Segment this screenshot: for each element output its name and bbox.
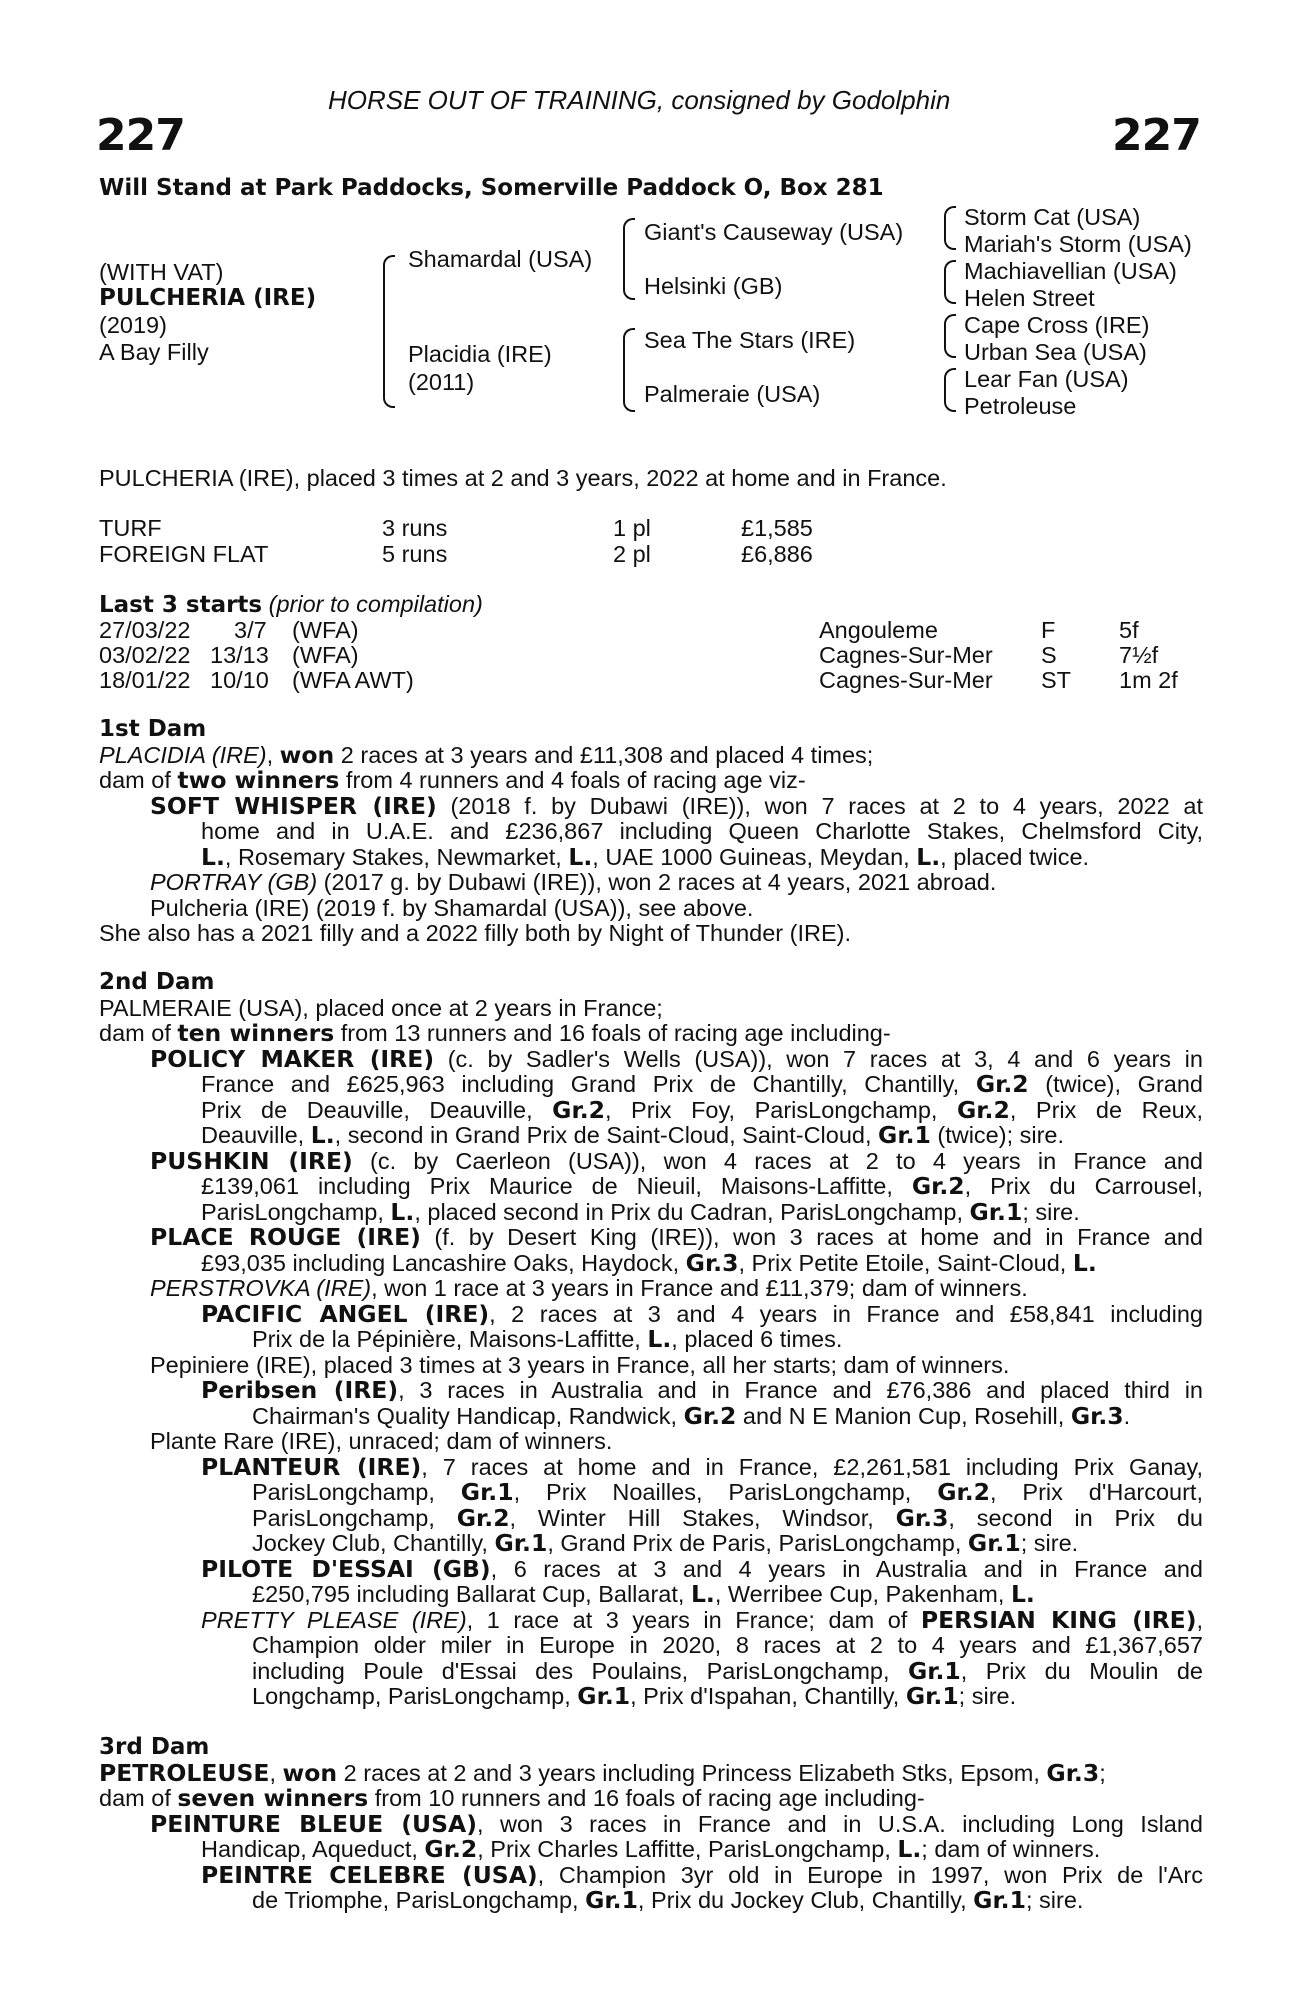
text-line: Plante Rare (IRE), unraced; dam of winners. [150,1429,613,1454]
sire-sire: Giant's Causeway (USA) [644,219,904,245]
text-line: PERSTROVKA (IRE), won 1 race at 3 years in France and £11,379; dam of winners. [150,1276,1028,1301]
pedigree-brace [623,328,635,372]
last-starts-note: (prior to compilation) [268,591,483,617]
start-going: F [1041,617,1056,643]
text-line: PILOTE D'ESSAI (GB), 6 races at 3 and 4 years in Australia and in France and [201,1556,1203,1582]
race-summary: PULCHERIA (IRE), placed 3 times at 2 and 3 years, 2022 at home and in France. [99,465,947,491]
text-line: home and in U.A.E. and £236,867 including Queen Charlotte Stakes, Chelmsford City, [201,819,1203,844]
text-line: Peribsen (IRE), 3 races in Australia and in France and £76,386 and placed third in [201,1378,1203,1404]
section-heading: 1st Dam [99,717,207,742]
stat-places: 2 pl [613,541,651,567]
text-line: PLACE ROUGE (IRE) (f. by Desert King (IRE)), won 3 races at home and in France and [150,1225,1203,1251]
sire-dam: Helsinki (GB) [644,273,783,299]
pedigree-brace [944,336,956,358]
pedigree-brace [944,368,956,392]
sire-sire-dam: Mariah's Storm (USA) [964,231,1192,257]
pedigree-brace [944,390,956,412]
text-line: PRETTY PLEASE (IRE), 1 race at 3 years in France; dam of PERSIAN KING (IRE), [201,1607,1203,1633]
stat-category: FOREIGN FLAT [99,541,269,567]
text-line: de Triomphe, ParisLongchamp, Gr.1, Prix du Jockey Club, Chantilly, Gr.1; sire. [252,1888,1084,1914]
dam-year: (2011) [408,369,475,395]
start-pos: 10/10 [210,667,269,693]
start-type: (WFA AWT) [292,667,414,693]
stat-runs: 5 runs [382,541,448,567]
text-line: PEINTRE CELEBRE (USA), Champion 3yr old in Europe in 1997, won Prix de l'Arc [201,1862,1203,1888]
location-line: Will Stand at Park Paddocks, Somerville Paddock O, Box 281 [99,175,884,201]
text-line: Longchamp, ParisLongchamp, Gr.1, Prix d'Ispahan, Chantilly, Gr.1; sire. [252,1684,1017,1710]
section-heading: 2nd Dam [99,970,215,995]
text-line: dam of ten winners from 13 runners and 16 foals of racing age including- [99,1021,891,1047]
text-line: Champion older miler in Europe in 2020, 8 races at 2 to 4 years and £1,367,657 [252,1633,1203,1658]
stat-places: 1 pl [613,515,651,541]
text-line: PLANTEUR (IRE), 7 races at home and in France, £2,261,581 including Prix Ganay, [201,1454,1203,1480]
text-line: ParisLongchamp, Gr.1, Prix Noailles, ParisLongchamp, Gr.2, Prix d'Harcourt, [252,1480,1203,1506]
text-line: SOFT WHISPER (IRE) (2018 f. by Dubawi (IRE)), won 7 races at 2 to 4 years, 2022 at [150,793,1203,819]
third-dam-section [99,1735,1203,1914]
text-line: including Poule d'Essai des Poulains, ParisLongchamp, Gr.1, Prix du Moulin de [252,1658,1203,1684]
start-date: 18/01/22 [99,667,191,693]
start-pos: 13/13 [210,642,269,668]
horse-year: (2019) [99,312,167,338]
pedigree-brace [944,206,956,230]
text-line: PEINTURE BLEUE (USA), won 3 races in France and in U.S.A. including Long Island [150,1811,1203,1837]
text-line: ParisLongchamp, L., placed second in Prix du Cadran, ParisLongchamp, Gr.1; sire. [201,1199,1080,1225]
stat-category: TURF [99,515,162,541]
text-line: dam of seven winners from 10 runners and 16 foals of racing age including- [99,1786,925,1812]
stat-money: £1,585 [741,515,813,541]
vat-note: (WITH VAT) [99,259,224,285]
dam-sire-dam: Urban Sea (USA) [964,339,1147,365]
second-dam-section [99,970,1203,1710]
first-dam-section [99,717,1203,947]
sire-dam-sire: Machiavellian (USA) [964,258,1177,284]
sire-sire-sire: Storm Cat (USA) [964,204,1141,230]
start-course: Cagnes-Sur-Mer [819,667,993,693]
dam-dam-dam: Petroleuse [964,393,1077,419]
text-line: £250,795 including Ballarat Cup, Ballarat, L., Werribee Cup, Pakenham, L. [252,1582,1035,1608]
dam-dam-sire: Lear Fan (USA) [964,366,1129,392]
start-course: Angouleme [819,617,938,643]
horse-name: PULCHERIA (IRE) [99,285,317,311]
text-line: dam of two winners from 4 runners and 4 foals of racing age viz- [99,768,806,794]
pedigree-brace [623,370,635,412]
start-pos: 3/7 [234,617,267,643]
dam: Placidia (IRE) [408,341,552,367]
pedigree-brace [944,228,956,250]
text-line: POLICY MAKER (IRE) (c. by Sadler's Wells (USA)), won 7 races at 3, 4 and 6 years in [150,1046,1203,1072]
lot-number-right: 227 [1112,110,1201,161]
text-line: PORTRAY (GB) (2017 g. by Dubawi (IRE)), won 2 races at 4 years, 2021 abroad. [150,870,997,895]
section-heading: 3rd Dam [99,1735,210,1760]
sire: Shamardal (USA) [408,246,593,272]
pedigree-brace [383,255,395,342]
start-course: Cagnes-Sur-Mer [819,642,993,668]
text-line: PUSHKIN (IRE) (c. by Caerleon (USA)), won 4 races at 2 to 4 years in France and [150,1148,1203,1174]
start-date: 27/03/22 [99,617,191,643]
start-dist: 7½f [1119,642,1159,668]
start-going: S [1041,642,1057,668]
pedigree-brace [383,340,395,408]
stat-money: £6,886 [741,541,813,567]
dam-sire: Sea The Stars (IRE) [644,327,856,353]
text-line: PALMERAIE (USA), placed once at 2 years in France; [99,995,663,1021]
text-line: Pepiniere (IRE), placed 3 times at 3 years in France, all her starts; dam of winners. [150,1352,1010,1378]
start-dist: 1m 2f [1119,667,1178,693]
text-line: Pulcheria (IRE) (2019 f. by Shamardal (USA)), see above. [150,895,754,921]
start-dist: 5f [1119,617,1139,643]
pedigree-brace [944,282,956,304]
start-type: (WFA) [292,617,359,643]
text-line: PACIFIC ANGEL (IRE), 2 races at 3 and 4 years in France and £58,841 including [201,1301,1203,1327]
pedigree-brace [623,218,635,262]
sire-dam-dam: Helen Street [964,285,1095,311]
lot-number-left: 227 [96,110,185,161]
pedigree-brace [944,314,956,338]
dam-sire-sire: Cape Cross (IRE) [964,312,1150,338]
text-line: Deauville, L., second in Grand Prix de Saint-Cloud, Saint-Cloud, Gr.1 (twice); sire. [201,1123,1065,1149]
dam-dam: Palmeraie (USA) [644,381,821,407]
stat-runs: 3 runs [382,515,448,541]
text-line: Prix de la Pépinière, Maisons-Laffitte, L., placed 6 times. [252,1327,843,1353]
text-line: £93,035 including Lancashire Oaks, Haydock, Gr.3, Prix Petite Etoile, Saint-Cloud, L. [201,1250,1097,1276]
horse-desc: A Bay Filly [99,339,209,365]
text-line: Prix de Deauville, Deauville, Gr.2, Prix Foy, ParisLongchamp, Gr.2, Prix de Reux, [201,1097,1203,1123]
pedigree-brace [623,260,635,300]
start-date: 03/02/22 [99,642,191,668]
text-line: PETROLEUSE, won 2 races at 2 and 3 years including Princess Elizabeth Stks, Epsom, Gr.3; [99,1760,1106,1786]
text-line: Jockey Club, Chantilly, Gr.1, Grand Prix de Paris, ParisLongchamp, Gr.1; sire. [252,1531,1079,1557]
text-line: France and £625,963 including Grand Prix de Chantilly, Chantilly, Gr.2 (twice), Grand [201,1072,1203,1098]
text-line: £139,061 including Prix Maurice de Nieuil, Maisons-Laffitte, Gr.2, Prix du Carrousel, [201,1174,1203,1200]
text-line: ParisLongchamp, Gr.2, Winter Hill Stakes, Windsor, Gr.3, second in Prix du [252,1505,1203,1531]
text-line: PLACIDIA (IRE), won 2 races at 3 years and £11,308 and placed 4 times; [99,742,874,768]
text-line: L., Rosemary Stakes, Newmarket, L., UAE 1000 Guineas, Meydan, L., placed twice. [201,844,1090,870]
start-type: (WFA) [292,642,359,668]
consignor-line: HORSE OUT OF TRAINING, consigned by Godolphin [328,85,951,115]
text-line: Chairman's Quality Handicap, Randwick, Gr.2 and N E Manion Cup, Rosehill, Gr.3. [252,1403,1131,1429]
text-line: Handicap, Aqueduct, Gr.2, Prix Charles Laffitte, ParisLongchamp, L.; dam of winners. [201,1837,1101,1863]
pedigree-brace [944,260,956,284]
last-starts-heading [99,592,483,618]
start-going: ST [1041,667,1072,693]
last-starts-label: Last 3 starts [99,592,263,618]
text-line: She also has a 2021 filly and a 2022 filly both by Night of Thunder (IRE). [99,921,852,946]
